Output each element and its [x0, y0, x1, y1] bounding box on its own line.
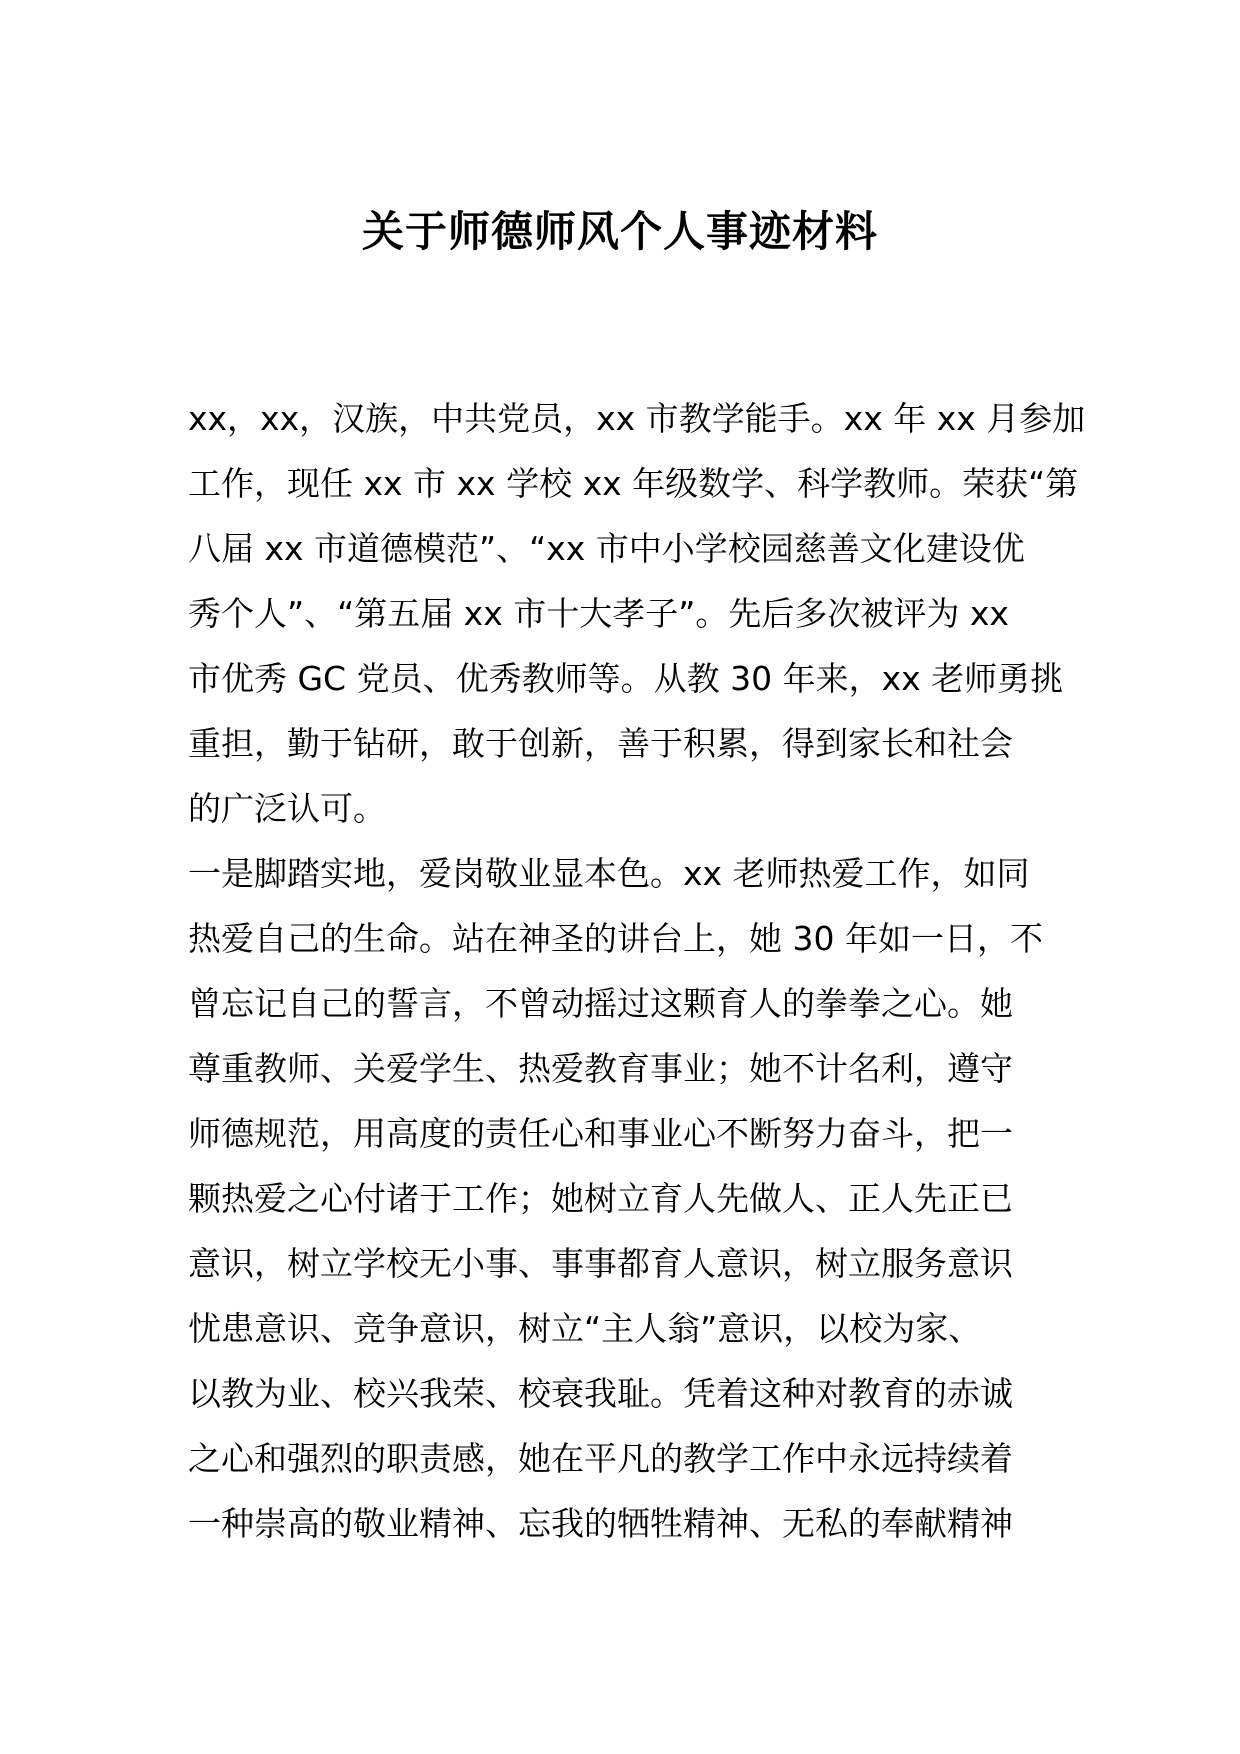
body-line: 一是脚踏实地，爱岗敬业显本色。xx 老师热爱工作，如同 — [188, 854, 1030, 893]
body-line: 师德规范，用高度的责任心和事业心不断努力奋斗，把一 — [188, 1114, 1013, 1153]
body-line: 工作，现任 xx 市 xx 学校 xx 年级数学、科学教师。荣获“第 — [188, 464, 1079, 503]
body-line: 忧患意识、竞争意识，树立“主人翁”意识，以校为家、 — [188, 1309, 982, 1348]
body-line: 颗热爱之心付诸于工作；她树立育人先做人、正人先正已 — [188, 1179, 1013, 1218]
body-line: 之心和强烈的职责感，她在平凡的教学工作中永远持续着 — [188, 1439, 1013, 1478]
body-line: 的广泛认可。 — [188, 789, 386, 828]
body-line: 热爱自己的生命。站在神圣的讲台上，她 30 年如一日，不 — [188, 919, 1043, 958]
body-line: 意识，树立学校无小事、事事都育人意识，树立服务意识 — [188, 1244, 1013, 1283]
body-line: 市优秀 GC 党员、优秀教师等。从教 30 年来，xx 老师勇挑 — [188, 659, 1064, 698]
body-line: 秀个人”、“第五届 xx 市十大孝子”。先后多次被评为 xx — [188, 594, 1009, 633]
body-line: 八届 xx 市道德模范”、“xx 市中小学校园慈善文化建设优 — [188, 529, 1025, 568]
body-line: 重担，勤于钻研，敢于创新，善于积累，得到家长和社会 — [188, 724, 1013, 763]
document-title: 关于师德师风个人事迹材料 — [361, 207, 878, 256]
body-line: 以教为业、校兴我荣、校衰我耻。凭着这种对教育的赤诚 — [188, 1374, 1013, 1413]
body-line: 一种崇高的敬业精神、忘我的牺牲精神、无私的奉献精神 — [188, 1504, 1013, 1543]
body-line: 尊重教师、关爱学生、热爱教育事业；她不计名利，遵守 — [188, 1049, 1013, 1088]
body-line: xx，xx，汉族，中共党员，xx 市教学能手。xx 年 xx 月参加 — [188, 399, 1086, 438]
document-body — [188, 386, 1086, 1556]
body-line: 曾忘记自己的誓言，不曾动摇过这颗育人的拳拳之心。她 — [188, 984, 1013, 1023]
